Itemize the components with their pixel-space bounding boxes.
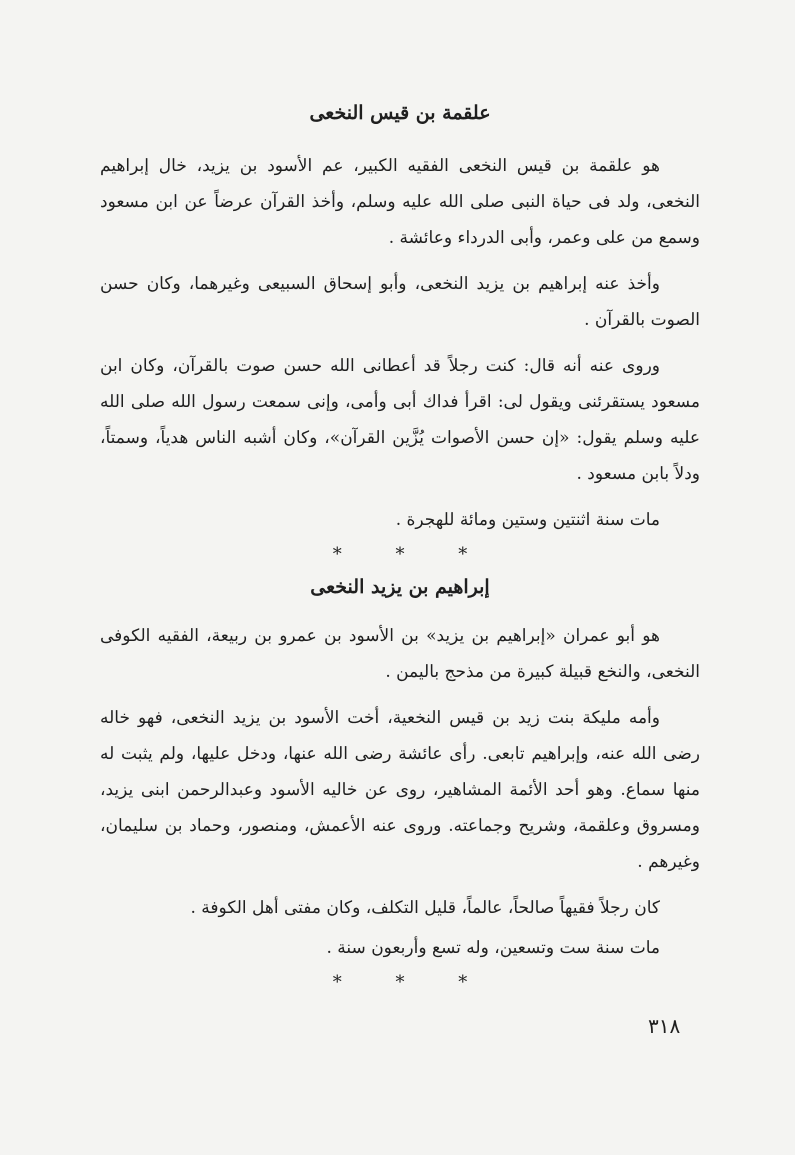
paragraph: كان رجلاً فقيهاً صالحاً، عالماً، قليل التكلف، وكان مفتى أهل الكوفة . <box>190 898 660 918</box>
section-separator: * * * <box>332 972 492 993</box>
paragraph: وروى عنه أنه قال: كنت رجلاً قد أعطانى الله حسن صوت بالقرآن، وكان ابن مسعود يستقرئنى ويقول لى: اقرأ فداك أبى وأمى، وإنى سمعت رسول الله صلى الله عليه وسلم يقول: «إن حسن الأصوات يُزَّين القرآن»، وكان أشبه الناس هدياً، وسمتاً، ودلاً بابن مسعود . <box>100 356 700 484</box>
section-separator: * * * <box>332 544 492 565</box>
paragraph: مات سنة ست وتسعين، وله تسع وأربعون سنة . <box>326 938 660 958</box>
paragraph: هو علقمة بن قيس النخعى الفقيه الكبير، عم الأسود بن يزيد، خال إبراهيم النخعى، ولد فى حياة النبى صلى الله عليه وسلم، وأخذ القرآن عرضاً عن ابن مسعود وسمع من على وعمر، وأبى الدرداء وعائشة . <box>100 156 700 248</box>
paragraph: وأخذ عنه إبراهيم بن يزيد النخعى، وأبو إسحاق السبيعى وغيرهما، وكان حسن الصوت بالقرآن . <box>100 274 700 330</box>
page-content <box>100 98 700 996</box>
page-number: ٣١٨ <box>648 1014 681 1038</box>
paragraph: هو أبو عمران «إبراهيم بن يزيد» بن الأسود بن عمرو بن ربيعة، الفقيه الكوفى النخعى، والنخع قبيلة كبيرة من مذحج باليمن . <box>100 626 700 682</box>
section-title-alqama: علقمة بن قيس النخعى <box>309 102 491 124</box>
section-title-ibrahim: إبراهيم بن يزيد النخعى <box>310 576 490 598</box>
paragraph: وأمه مليكة بنت زيد بن قيس النخعية، أخت الأسود بن يزيد النخعى، فهو خاله رضى الله عنه، وإبراهيم تابعى. رأى عائشة رضى الله عنها، ودخل عليها، ولم يثبت له منها سماع. وهو أحد الأئمة المشاهير، روى عن خاليه الأسود وعبدالرحمن ابنى يزيد، ومسروق وعلقمة، وشريح وجماعته. وروى عنه الأعمش، ومنصور، وحماد بن سليمان، وغيرهم . <box>100 708 700 872</box>
paragraph: مات سنة اثنتين وستين ومائة للهجرة . <box>395 510 660 530</box>
